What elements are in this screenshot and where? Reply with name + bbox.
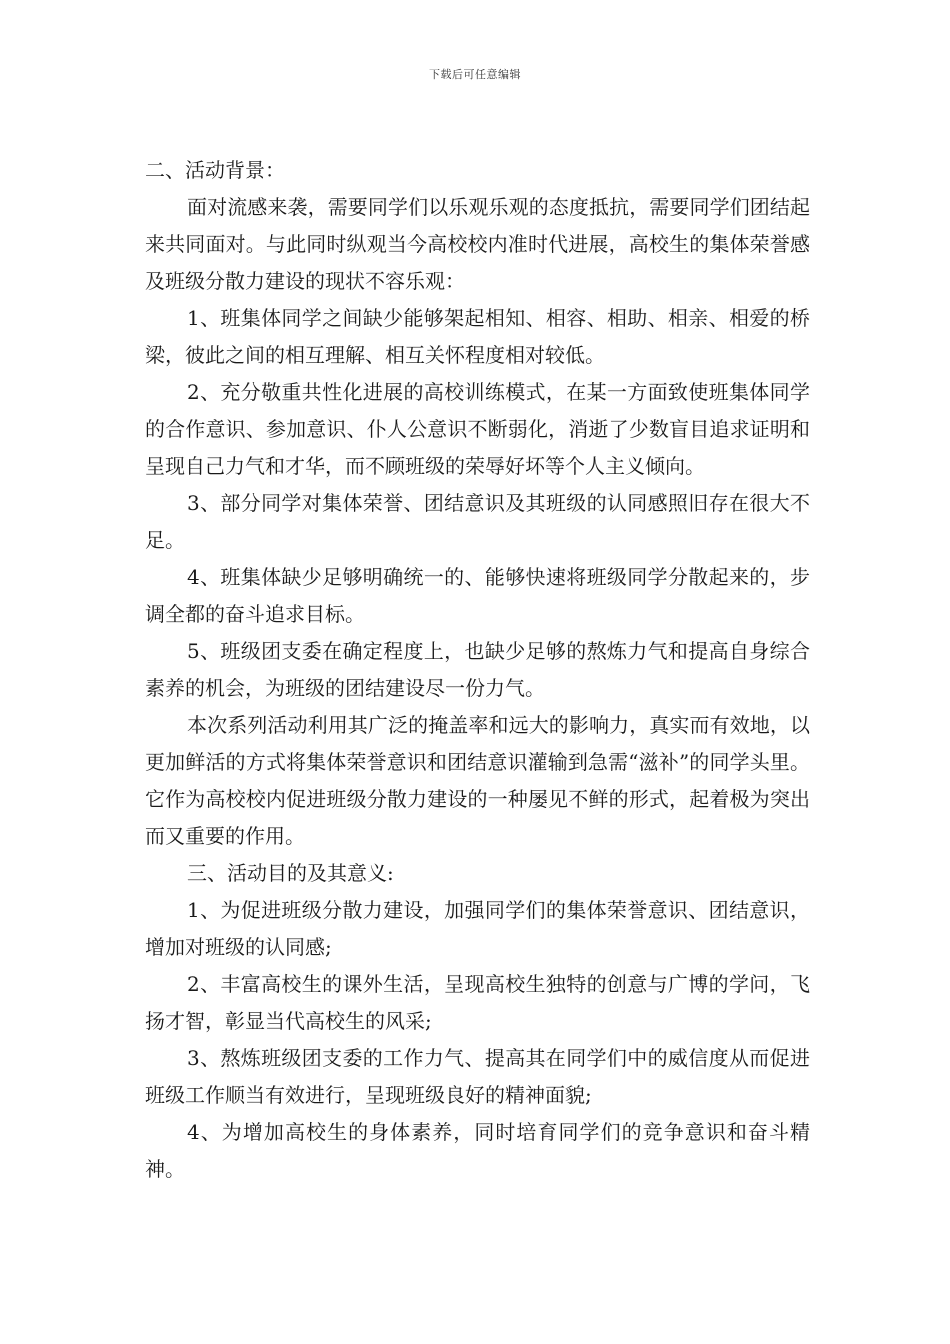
paragraph-intro: 面对流感来袭，需要同学们以乐观乐观的态度抵抗，需要同学们团结起来共同面对。与此同时纵观当今高校校内准时代进展，高校生的集体荣誉感及班级分散力建设的现状不容乐观：: [145, 195, 810, 293]
section-heading-purpose: 三、活动目的及其意义:: [187, 861, 394, 885]
list-item-4: 4、班集体缺少足够明确统一的、能够快速将班级同学分散起来的，步调全都的奋斗追求目标。: [145, 565, 810, 626]
list-item-2: 2、充分敬重共性化进展的高校训练模式，在某一方面致使班集体同学的合作意识、参加意识、仆人公意识不断弱化，消逝了少数盲目追求证明和呈现自己力气和才华，而不顾班级的荣辱好坏等个人主义倾向。: [145, 380, 810, 478]
section-heading-background: 二、活动背景：: [145, 158, 285, 182]
purpose-item-1: 1、为促进班级分散力建设，加强同学们的集体荣誉意识、团结意识，增加对班级的认同感;: [145, 898, 810, 959]
purpose-item-2: 2、丰富高校生的课外生活，呈现高校生独特的创意与广博的学问，飞扬才智，彰显当代高校生的风采;: [145, 972, 810, 1033]
purpose-item-3: 3、熬炼班级团支委的工作力气、提高其在同学们中的威信度从而促进班级工作顺当有效进行，呈现班级良好的精神面貌;: [145, 1046, 810, 1107]
purpose-item-4: 4、为增加高校生的身体素养，同时培育同学们的竞争意识和奋斗精神。: [145, 1120, 810, 1181]
list-item-1: 1、班集体同学之间缺少能够架起相知、相容、相助、相亲、相爱的桥梁，彼此之间的相互理解、相互关怀程度相对较低。: [145, 306, 810, 367]
document-body: [145, 152, 810, 1188]
paragraph-summary: 本次系列活动利用其广泛的掩盖率和远大的影响力，真实而有效地，以更加鲜活的方式将集体荣誉意识和团结意识灌输到急需“滋补”的同学头里。它作为高校校内促进班级分散力建设的一种屡见不鲜的形式，起着极为突出而又重要的作用。: [145, 713, 810, 848]
list-item-3: 3、部分同学对集体荣誉、团结意识及其班级的认同感照旧存在很大不足。: [145, 491, 810, 552]
header-note: 下载后可任意编辑: [429, 68, 521, 81]
list-item-5: 5、班级团支委在确定程度上，也缺少足够的熬炼力气和提高自身综合素养的机会，为班级的团结建设尽一份力气。: [145, 639, 810, 700]
